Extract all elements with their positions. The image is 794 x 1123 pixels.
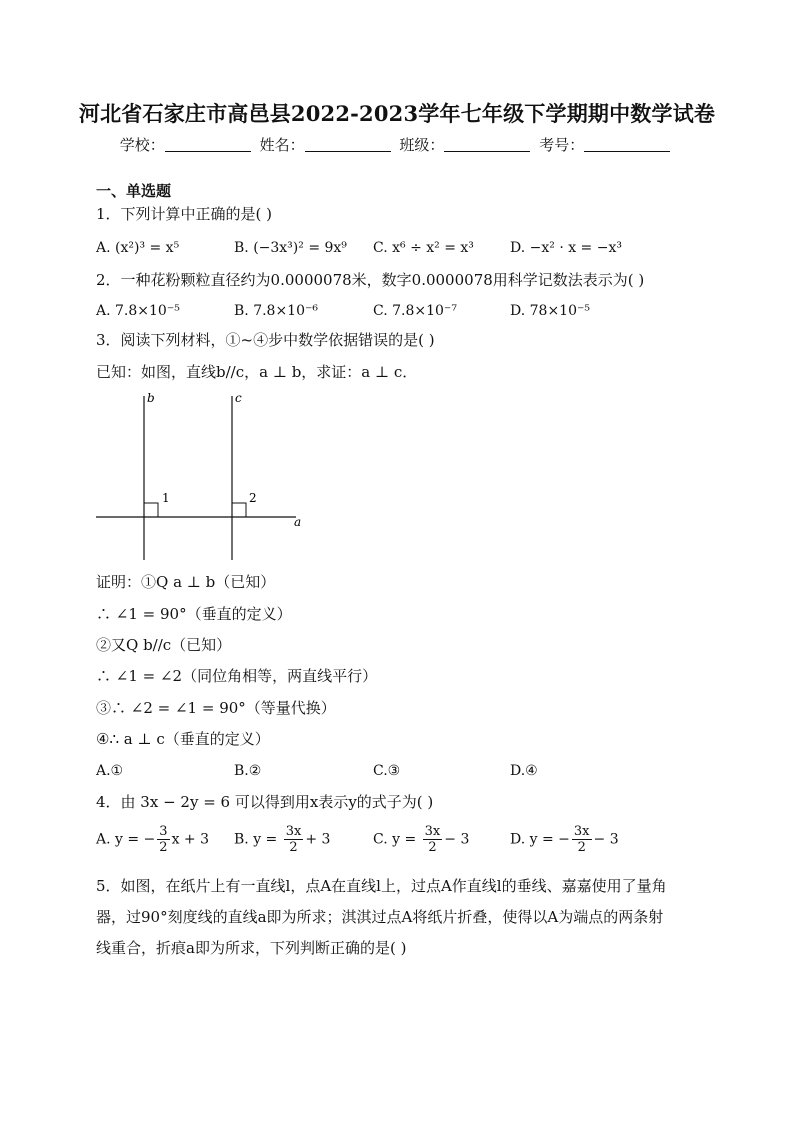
- student-info-row: [0, 134, 794, 155]
- section-heading: 一、单选题: [96, 182, 172, 200]
- q1-option-b: B. (−3x³)² = 9x⁹: [234, 240, 347, 256]
- q4-option-c-denominator: 2: [428, 840, 437, 855]
- q3-option-c: C.③: [373, 763, 401, 779]
- q4-option-c: [373, 824, 469, 855]
- q4-option-c-numerator: 3x: [424, 824, 441, 839]
- school-label: 学校：: [119, 136, 165, 154]
- proof-step-2-reason: ∴ ∠1 = ∠2（同位角相等，两直线平行）: [96, 667, 378, 685]
- proof-step-4: ④∴ a ⊥ c（垂直的定义）: [96, 730, 270, 748]
- question-2-stem: 2．一种花粉颗粒直径约为0.0000078米，数字0.0000078用科学记数法表示为( ): [96, 271, 645, 289]
- label-a: a: [294, 515, 302, 529]
- q2-option-c: C. 7.8×10⁻⁷: [373, 303, 457, 319]
- q3-option-b: B.②: [234, 763, 262, 779]
- proof-step-3: ③∴ ∠2 = ∠1 = 90°（等量代换）: [96, 699, 336, 717]
- question-1-stem: 1．下列计算中正确的是( ): [96, 205, 273, 223]
- q2-option-b: B. 7.8×10⁻⁶: [234, 303, 318, 319]
- name-blank: [305, 137, 391, 152]
- q4-option-c-prefix: C. y =: [373, 831, 421, 848]
- label-c: c: [235, 391, 242, 405]
- question-3-stem: 3．阅读下列材料，①~④步中数学依据错误的是( ): [96, 331, 435, 349]
- q1-option-c: C. x⁶ ÷ x² = x³: [373, 240, 474, 256]
- q4-option-a-prefix: A. y = −: [96, 831, 156, 848]
- question-5-line-2: 器，过90°刻度线的直线a即为所求；淇淇过点A将纸片折叠，使得以A为端点的两条射: [96, 908, 664, 926]
- q4-option-d-fraction: [572, 824, 592, 855]
- q4-option-b-fraction: [284, 824, 304, 855]
- q1-option-d: D. −x² · x = −x³: [510, 240, 622, 256]
- q4-option-d-numerator: 3x: [573, 824, 590, 839]
- question-3-given: 已知：如图，直线b//c，a ⊥ b，求证：a ⊥ c．: [96, 363, 418, 381]
- exam-title: 河北省石家庄市高邑县2022-2023学年七年级下学期期中数学试卷: [78, 101, 716, 126]
- proof-step-2: ②又Q b//c（已知）: [96, 636, 232, 654]
- q4-option-c-fraction: [423, 824, 443, 855]
- parallel-lines-figure: [90, 388, 310, 566]
- question-5-line-3: 线重合，折痕a即为所求，下列判断正确的是( ): [96, 939, 407, 957]
- q4-option-d-denominator: 2: [577, 840, 586, 855]
- q4-option-a-fraction: [157, 824, 169, 855]
- proof-step-1: 证明：①Q a ⊥ b（已知）: [96, 573, 276, 591]
- q4-option-c-suffix: − 3: [444, 831, 470, 848]
- q4-option-d-prefix: D. y = −: [510, 831, 570, 848]
- label-b: b: [147, 391, 155, 405]
- q2-option-a: A. 7.8×10⁻⁵: [96, 303, 180, 319]
- label-angle-1: 1: [162, 491, 170, 505]
- proof-step-1-reason: ∴ ∠1 = 90°（垂直的定义）: [96, 605, 292, 623]
- q4-option-b-denominator: 2: [289, 840, 298, 855]
- label-angle-2: 2: [249, 491, 257, 505]
- right-angle-mark-1: [144, 503, 158, 517]
- q4-option-a-suffix: x + 3: [171, 831, 209, 848]
- q4-option-b-suffix: + 3: [305, 831, 331, 848]
- exam-number-label: 考号：: [539, 136, 585, 154]
- school-blank: [165, 137, 251, 152]
- q4-option-a: [96, 824, 209, 855]
- q4-option-d-suffix: − 3: [593, 831, 619, 848]
- class-label: 班级：: [399, 136, 445, 154]
- q4-option-a-numerator: 3: [159, 824, 168, 839]
- q3-option-a: A.①: [96, 763, 124, 779]
- q4-option-b-prefix: B. y =: [234, 831, 282, 848]
- q3-option-d: D.④: [510, 763, 538, 779]
- name-label: 姓名：: [259, 136, 305, 154]
- q1-option-a: A. (x²)³ = x⁵: [96, 240, 180, 256]
- question-4-stem: 4．由 3x − 2y = 6 可以得到用x表示y的式子为( ): [96, 793, 434, 811]
- exam-number-blank: [584, 137, 670, 152]
- right-angle-mark-2: [232, 503, 246, 517]
- q4-option-a-denominator: 2: [159, 840, 168, 855]
- question-5-line-1: 5．如图，在纸片上有一直线l，点A在直线l上，过点A作直线l的垂线、嘉嘉使用了量角: [96, 877, 667, 895]
- q2-option-d: D. 78×10⁻⁵: [510, 303, 590, 319]
- q4-option-b-numerator: 3x: [285, 824, 302, 839]
- q4-option-d: [510, 824, 619, 855]
- q4-option-b: [234, 824, 330, 855]
- class-blank: [444, 137, 530, 152]
